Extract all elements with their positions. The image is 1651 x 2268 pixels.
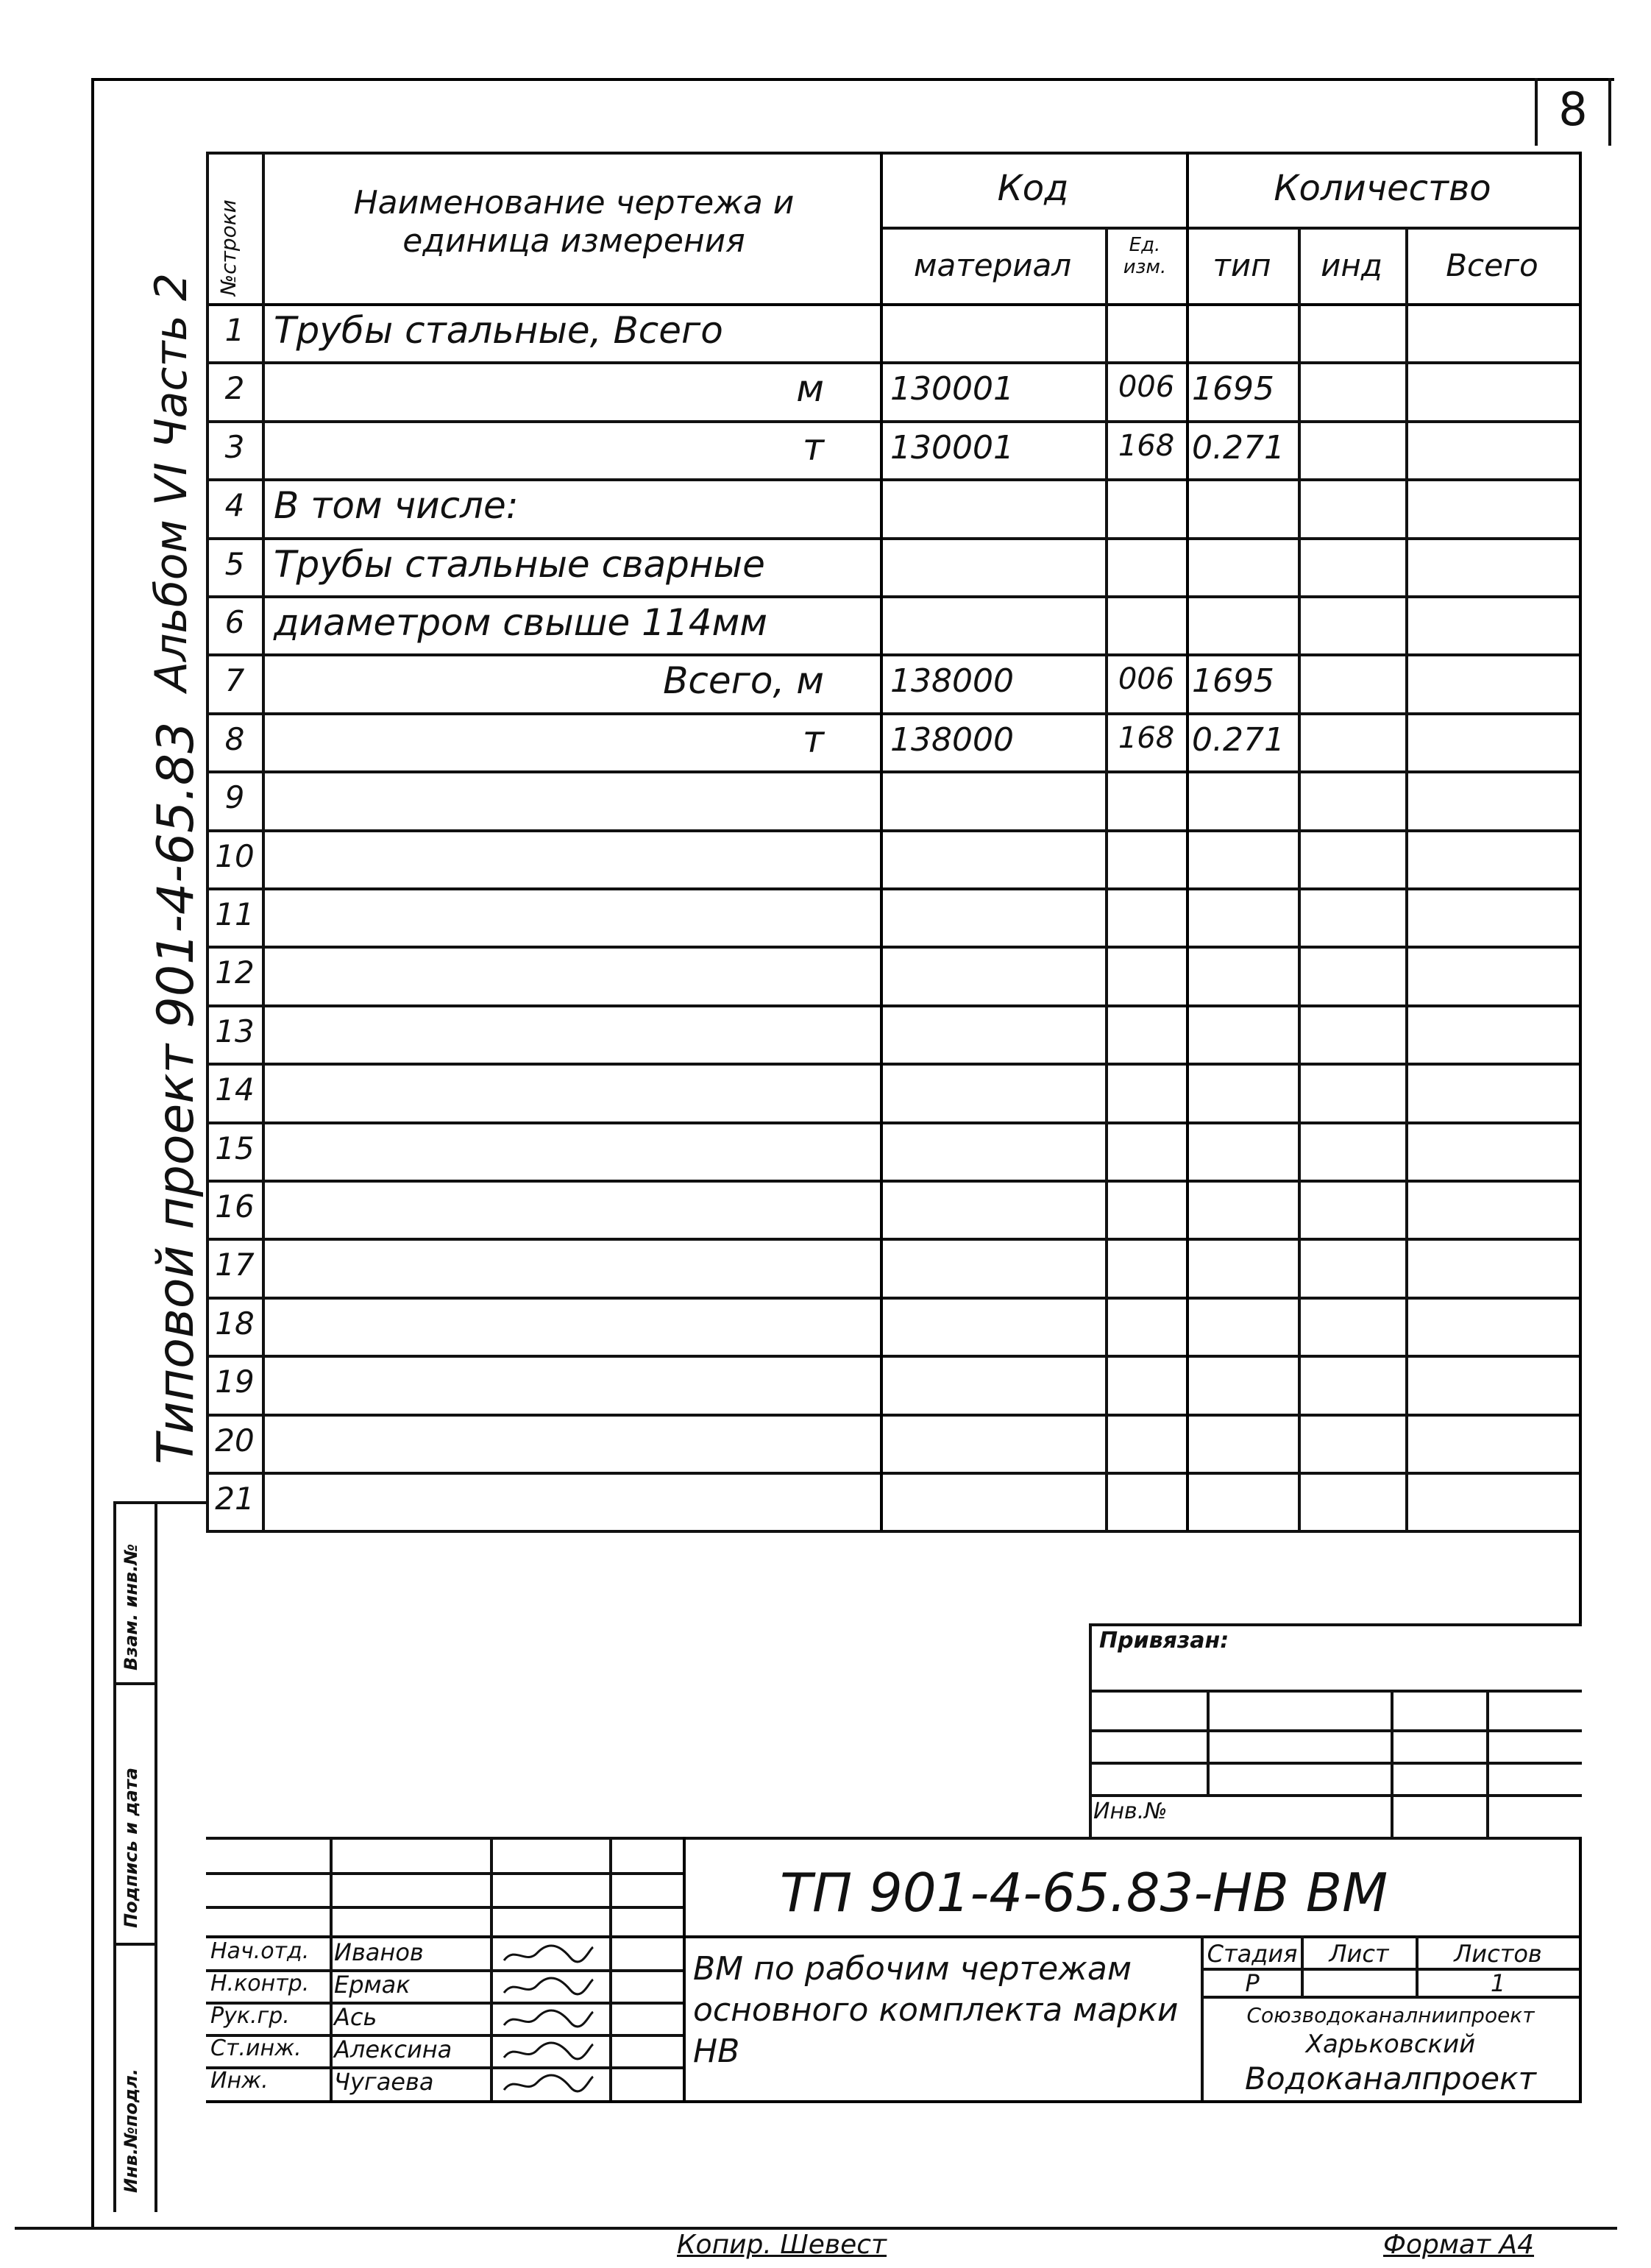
row-unit: 168 — [1118, 429, 1175, 463]
tb-col-desc — [683, 1837, 686, 2100]
row-name: диаметром свыше 114мм — [274, 601, 767, 644]
sheet-label: Лист — [1329, 1940, 1389, 1968]
row-unit-text: т — [802, 718, 824, 761]
binding-top-line — [1089, 1623, 1582, 1626]
row-number: 3 — [224, 429, 245, 465]
binding-inv-label: Инв.№ — [1093, 1799, 1168, 1824]
row-line — [206, 420, 1582, 423]
row-number: 18 — [215, 1305, 255, 1342]
row-number: 10 — [215, 838, 255, 874]
row-number: 16 — [215, 1188, 255, 1225]
header-name: Наименование чертежа и единица измерения — [353, 184, 795, 260]
row-line — [206, 1530, 1582, 1533]
row-number: 13 — [215, 1013, 255, 1049]
binding-col-3 — [1486, 1690, 1489, 1837]
header-material: материал — [913, 247, 1072, 283]
header-bottom-line — [206, 303, 1582, 306]
frame-left-border — [91, 78, 94, 2227]
stamp-left-inner — [155, 1501, 157, 2212]
frame-top-border — [91, 78, 1614, 81]
stage-label: Стадия — [1207, 1940, 1298, 1968]
binding-label: Привязан: — [1099, 1628, 1229, 1654]
stamp-replace-inv: Взам. инв.№ — [121, 1543, 141, 1670]
stage-value: Р — [1245, 1969, 1260, 1997]
row-unit-text: Всего, м — [663, 659, 824, 702]
row-number: 19 — [215, 1364, 255, 1400]
footer-format: Формат А4 — [1383, 2230, 1535, 2260]
signature-role: Рук.гр. — [210, 2003, 290, 2029]
row-line — [206, 1238, 1582, 1241]
footer-copied: Копир. Шевест — [677, 2230, 887, 2260]
signature-name: Ермак — [334, 1971, 411, 1999]
row-line — [206, 829, 1582, 832]
doc-code: ТП 901-4-65.83-НВ ВМ — [780, 1862, 1388, 1924]
tb-col-sign — [609, 1837, 612, 2100]
tb-bottom-line — [206, 2100, 1582, 2103]
header-total: Всего — [1446, 247, 1538, 283]
signature-name: Ась — [334, 2003, 377, 2031]
row-line — [206, 537, 1582, 540]
row-unit-text: м — [796, 367, 824, 410]
sheets-label: Листов — [1454, 1940, 1542, 1968]
header-code: Код — [997, 168, 1069, 209]
stamp-sep-2 — [113, 1943, 156, 1946]
table-right-line — [1579, 152, 1582, 1623]
org-line-1: Союзводоканалниипроект — [1246, 2003, 1535, 2027]
row-unit: 006 — [1118, 662, 1175, 696]
row-number: 9 — [224, 779, 245, 815]
row-line — [206, 1063, 1582, 1066]
row-material: 138000 — [890, 662, 1014, 700]
row-line — [206, 887, 1582, 890]
header-qty: Количество — [1274, 168, 1491, 209]
rownum-col-line — [262, 152, 265, 1531]
row-line — [206, 1414, 1582, 1417]
row-material: 138000 — [890, 721, 1014, 759]
table-top-line — [206, 152, 1582, 155]
row-line — [206, 478, 1582, 481]
header-tip: тип — [1212, 247, 1271, 283]
row-unit: 168 — [1118, 721, 1175, 755]
tb-col-role — [330, 1837, 333, 2100]
row-type-qty: 1695 — [1192, 370, 1274, 408]
row-name: Трубы стальные сварные — [274, 543, 765, 586]
tb-col-name — [490, 1837, 493, 2100]
side-project-title: Типовой проект 901-4-65.83 — [147, 721, 205, 1464]
row-line — [206, 712, 1582, 715]
row-name: В том числе: — [274, 484, 519, 527]
row-type-qty: 1695 — [1192, 662, 1274, 700]
handwritten-signature — [500, 2072, 596, 2094]
signature-name: Чугаева — [334, 2068, 434, 2096]
row-line — [206, 946, 1582, 949]
signature-role: Инж. — [210, 2068, 269, 2094]
row-number: 12 — [215, 954, 255, 991]
row-number: 7 — [224, 662, 245, 698]
row-line — [206, 595, 1582, 598]
row-number: 2 — [224, 370, 245, 406]
row-line — [206, 1121, 1582, 1124]
row-number: 5 — [224, 546, 245, 582]
unit-col-line — [1105, 227, 1108, 1531]
row-line — [206, 1355, 1582, 1358]
row-material: 130001 — [890, 370, 1014, 408]
sheet-number: 8 — [1558, 82, 1588, 136]
name-col-line — [880, 152, 883, 1531]
header-ind: инд — [1321, 247, 1382, 283]
header-sub-line — [880, 227, 1582, 230]
row-unit: 006 — [1118, 370, 1175, 404]
row-type-qty: 0.271 — [1192, 429, 1285, 467]
stamp-sign-date: Подпись и дата — [121, 1768, 141, 1928]
tb-top-line — [206, 1837, 1582, 1840]
row-name: Трубы стальные, Всего — [274, 309, 723, 352]
stamp-sep-1 — [113, 1682, 156, 1685]
row-number: 6 — [224, 604, 245, 640]
stamp-inv-orig: Инв.№подл. — [121, 2069, 141, 2193]
signature-role: Нач.отд. — [210, 1938, 310, 1964]
binding-line-2 — [1089, 1690, 1582, 1693]
row-line — [206, 770, 1582, 773]
row-number: 15 — [215, 1130, 255, 1166]
row-number: 17 — [215, 1247, 255, 1283]
org-line-2: Харьковский — [1305, 2030, 1476, 2059]
binding-line-4 — [1089, 1762, 1582, 1765]
side-album-title: Альбом VI Часть 2 — [146, 272, 197, 692]
row-number: 1 — [224, 312, 245, 348]
binding-line-5 — [1089, 1794, 1582, 1797]
row-number: 14 — [215, 1071, 255, 1108]
row-number: 4 — [224, 487, 245, 523]
row-line — [206, 1004, 1582, 1007]
signature-role: Ст.инж. — [210, 2035, 302, 2061]
tip-col-line — [1298, 227, 1301, 1531]
handwritten-signature — [500, 2040, 596, 2062]
binding-col-2 — [1391, 1690, 1393, 1837]
row-line — [206, 653, 1582, 656]
stamp-left-outer — [113, 1501, 116, 2212]
row-line — [206, 361, 1582, 364]
row-number: 20 — [215, 1422, 255, 1459]
signature-name: Алексина — [334, 2035, 452, 2063]
row-line — [206, 1297, 1582, 1300]
signature-role: Н.контр. — [210, 1971, 310, 1996]
row-number: 8 — [224, 721, 245, 757]
binding-line-3 — [1089, 1729, 1582, 1732]
row-number: 11 — [215, 896, 255, 932]
signature-name: Иванов — [334, 1938, 424, 1966]
binding-left-line — [1089, 1623, 1092, 1837]
row-type-qty: 0.271 — [1192, 721, 1285, 759]
ind-col-line — [1405, 227, 1408, 1531]
header-unit: Ед. изм. — [1123, 234, 1167, 278]
sheets-value: 1 — [1490, 1969, 1506, 1997]
row-unit-text: т — [802, 426, 824, 469]
code-qty-line — [1186, 152, 1189, 1531]
row-line — [206, 1472, 1582, 1475]
row-line — [206, 1180, 1582, 1183]
tb-right-line — [1579, 1837, 1582, 2100]
stamp-top — [113, 1501, 209, 1504]
org-line-3: Водоканалпроект — [1245, 2060, 1536, 2097]
handwritten-signature — [500, 2007, 596, 2030]
handwritten-signature — [500, 1943, 596, 1965]
binding-col-1 — [1207, 1690, 1210, 1794]
handwritten-signature — [500, 1975, 596, 1997]
header-rownum: №строки — [216, 199, 241, 296]
doc-description: ВМ по рабочим чертежам основного комплекта марки НВ — [693, 1950, 1179, 2070]
row-material: 130001 — [890, 429, 1014, 467]
row-number: 21 — [215, 1481, 255, 1517]
